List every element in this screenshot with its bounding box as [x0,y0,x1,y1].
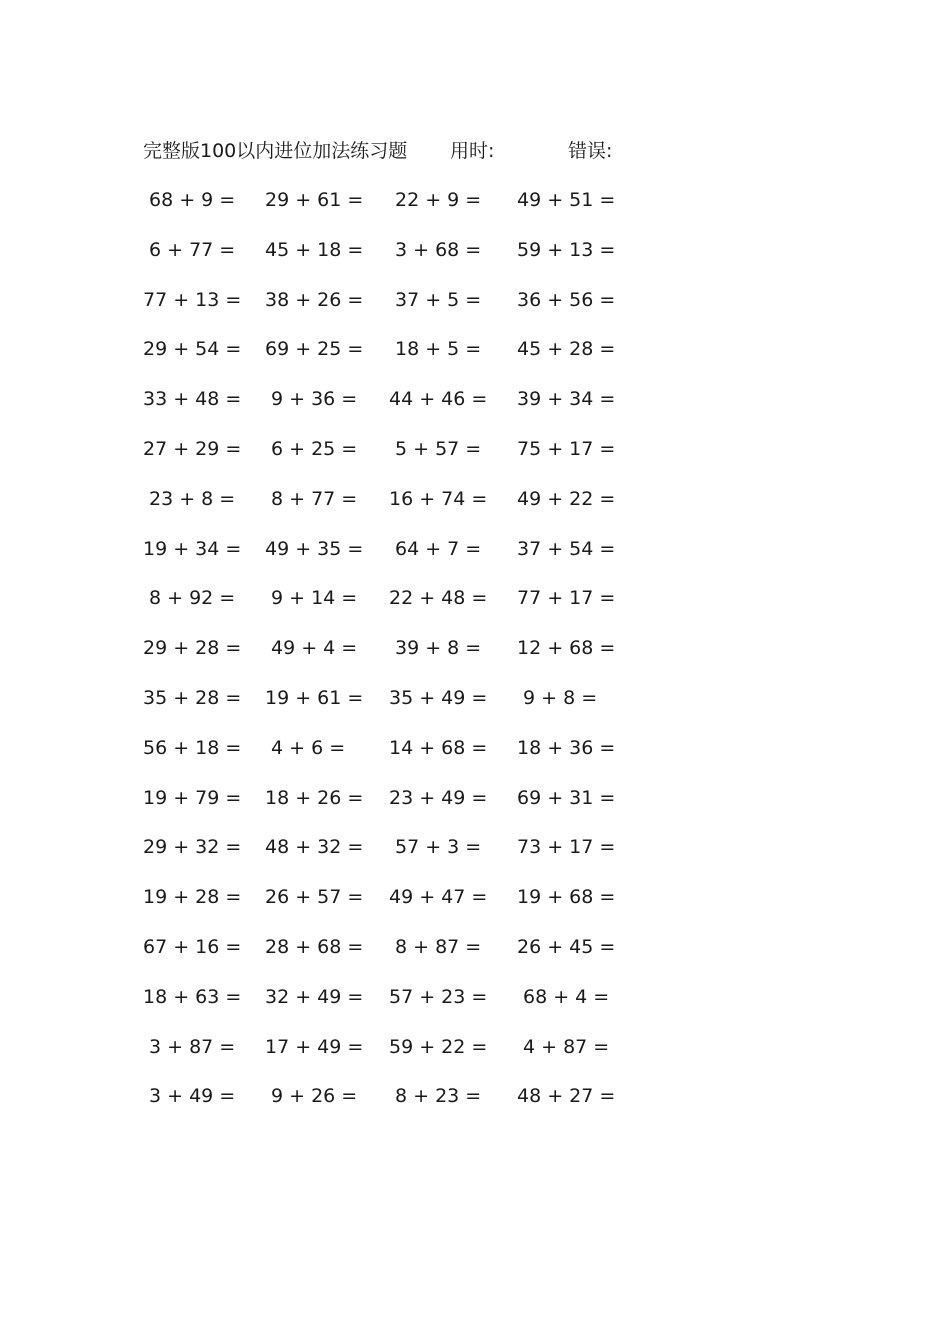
addition-problem: 64 + 7 = [395,537,482,560]
addition-problem: 3 + 68 = [395,238,482,261]
addition-problem: 18 + 36 = [517,736,616,759]
problem-row [143,185,643,235]
addition-problem: 18 + 5 = [395,338,482,361]
addition-problem: 18 + 63 = [143,985,242,1008]
addition-problem: 19 + 68 = [517,886,616,909]
addition-problem: 59 + 13 = [517,238,616,261]
addition-problem: 75 + 17 = [517,437,616,460]
addition-problem: 3 + 49 = [149,1085,236,1108]
addition-problem: 56 + 18 = [143,736,242,759]
problem-row [143,583,643,633]
addition-problem: 77 + 13 = [143,288,242,311]
addition-problem: 49 + 51 = [517,189,616,211]
addition-problem: 77 + 17 = [517,587,616,610]
problem-row [143,633,643,683]
addition-problem: 6 + 77 = [149,238,236,261]
addition-problem: 37 + 54 = [517,537,616,560]
addition-problem: 69 + 25 = [265,338,364,361]
addition-problem: 8 + 23 = [395,1085,482,1108]
problem-row [143,683,643,733]
addition-problem: 8 + 77 = [271,487,358,510]
addition-problem: 23 + 8 = [149,487,236,510]
addition-problem: 19 + 79 = [143,786,242,809]
addition-problem: 37 + 5 = [395,288,482,311]
addition-problem: 12 + 68 = [517,637,616,660]
addition-problem: 4 + 87 = [523,1035,610,1058]
addition-problem: 73 + 17 = [517,836,616,859]
addition-problem: 28 + 68 = [265,935,364,958]
addition-problem: 19 + 34 = [143,537,242,560]
problem-row [143,285,643,335]
problem-row [143,783,643,833]
addition-problem: 8 + 92 = [149,587,236,610]
addition-problem: 8 + 87 = [395,935,482,958]
addition-problem: 67 + 16 = [143,935,242,958]
addition-problem: 18 + 26 = [265,786,364,809]
addition-problem: 45 + 28 = [517,338,616,361]
addition-problem: 45 + 18 = [265,238,364,261]
addition-problem: 44 + 46 = [389,388,488,411]
problem-row [143,434,643,484]
addition-problem: 35 + 28 = [143,686,242,709]
addition-problem: 4 + 6 = [271,736,346,759]
errors-label: 错误: [568,140,613,162]
problem-row [143,882,643,932]
addition-problem: 26 + 45 = [517,935,616,958]
addition-problem: 39 + 34 = [517,388,616,411]
addition-problem: 22 + 9 = [395,189,482,211]
problem-row [143,832,643,882]
addition-problem: 68 + 9 = [149,189,236,211]
addition-problem: 29 + 32 = [143,836,242,859]
problem-row [143,1081,643,1131]
addition-problem: 29 + 28 = [143,637,242,660]
addition-problem: 36 + 56 = [517,288,616,311]
addition-problem: 5 + 57 = [395,437,482,460]
problem-row [143,384,643,434]
addition-problem: 39 + 8 = [395,637,482,660]
addition-problem: 68 + 4 = [523,985,610,1008]
addition-problem: 9 + 8 = [523,686,598,709]
problem-row [143,484,643,534]
addition-problem: 29 + 61 = [265,189,364,211]
addition-problem: 35 + 49 = [389,686,488,709]
addition-problem: 6 + 25 = [271,437,358,460]
addition-problem: 48 + 27 = [517,1085,616,1108]
addition-problem: 49 + 47 = [389,886,488,909]
addition-problem: 49 + 22 = [517,487,616,510]
problem-row [143,534,643,584]
problem-row [143,932,643,982]
addition-problem: 29 + 54 = [143,338,242,361]
addition-problem: 23 + 49 = [389,786,488,809]
problem-row [143,733,643,783]
addition-problem: 26 + 57 = [265,886,364,909]
addition-problem: 38 + 26 = [265,288,364,311]
addition-problem: 33 + 48 = [143,388,242,411]
addition-problem: 59 + 22 = [389,1035,488,1058]
problem-row [143,982,643,1032]
addition-problem: 3 + 87 = [149,1035,236,1058]
addition-problem: 9 + 26 = [271,1085,358,1108]
addition-problem: 9 + 14 = [271,587,358,610]
addition-problem: 17 + 49 = [265,1035,364,1058]
problem-row [143,235,643,285]
addition-problem: 49 + 35 = [265,537,364,560]
addition-problem: 49 + 4 = [271,637,358,660]
problem-row [143,1032,643,1082]
addition-problem: 22 + 48 = [389,587,488,610]
addition-problem: 19 + 61 = [265,686,364,709]
addition-problem: 48 + 32 = [265,836,364,859]
addition-problem: 16 + 74 = [389,487,488,510]
worksheet-header [143,136,643,166]
addition-problem: 57 + 3 = [395,836,482,859]
time-used-label: 用时: [450,140,495,162]
addition-problem: 14 + 68 = [389,736,488,759]
problem-row [143,334,643,384]
addition-problem: 57 + 23 = [389,985,488,1008]
problem-grid [143,185,643,1131]
addition-problem: 19 + 28 = [143,886,242,909]
worksheet-title: 完整版100以内进位加法练习题 [143,140,408,162]
addition-problem: 9 + 36 = [271,388,358,411]
addition-problem: 69 + 31 = [517,786,616,809]
addition-problem: 27 + 29 = [143,437,242,460]
addition-problem: 32 + 49 = [265,985,364,1008]
